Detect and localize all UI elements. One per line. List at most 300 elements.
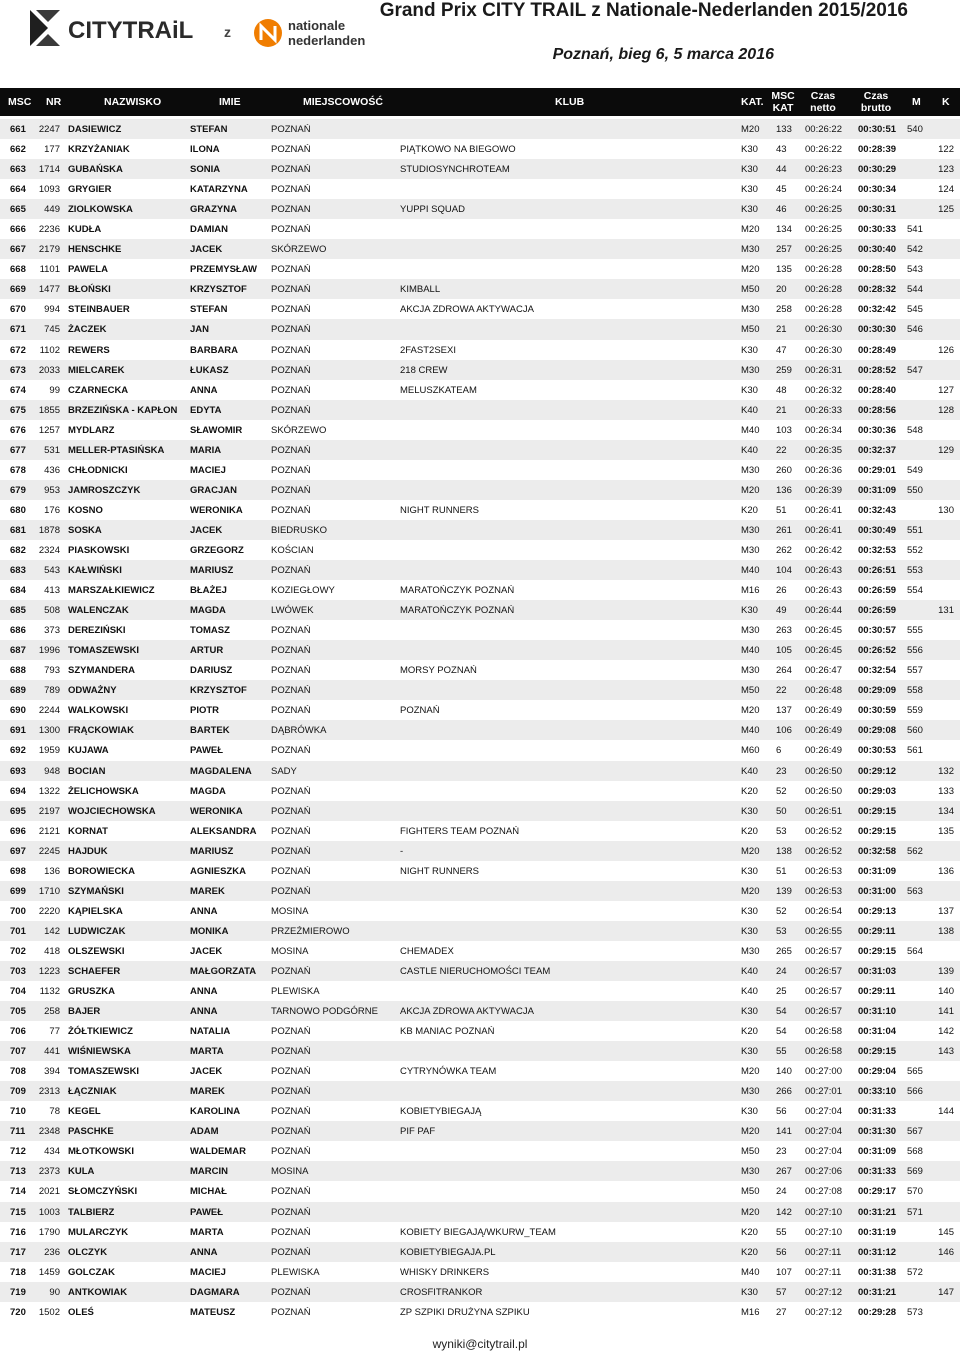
- cell-city: POZNAŃ: [271, 144, 311, 156]
- cell-bib-number: 1855: [38, 404, 60, 416]
- cell-bib-number: 394: [44, 1066, 60, 1078]
- cell-category-place: 265: [776, 945, 792, 957]
- cell-city: SKÓRZEWO: [271, 244, 327, 256]
- cell-club: CASTLE NIERUCHOMOŚCI TEAM: [400, 965, 551, 977]
- cell-category-place: 23: [776, 1146, 787, 1158]
- cell-first-name: KATARZYNA: [190, 184, 248, 196]
- cell-category-place: 55: [776, 1046, 787, 1058]
- table-row: [0, 861, 960, 881]
- col-header-netto-line1: Czas: [810, 90, 836, 102]
- cell-surname: SOSKA: [68, 524, 102, 536]
- cell-category: K20: [741, 785, 758, 797]
- cell-bib-number: 77: [49, 1026, 60, 1038]
- cell-net-time: 00:26:41: [805, 524, 842, 536]
- cell-place: 702: [10, 945, 26, 957]
- cell-net-time: 00:26:22: [805, 124, 842, 135]
- cell-female-place: 125: [938, 204, 954, 216]
- cell-category-place: 53: [776, 925, 787, 937]
- table-row: [0, 520, 960, 540]
- cell-first-name: AGNIESZKA: [190, 865, 246, 877]
- cell-club: CROSFITRANKOR: [400, 1286, 483, 1298]
- table-row: [0, 941, 960, 961]
- col-header-netto: [806, 90, 840, 114]
- cell-place: 714: [10, 1186, 26, 1198]
- cell-bib-number: 1459: [38, 1266, 60, 1278]
- cell-place: 662: [10, 144, 26, 156]
- footer-email: wyniki@citytrail.pl: [432, 1337, 528, 1351]
- cell-first-name: WERONIKA: [190, 805, 243, 817]
- cell-club: AKCJA ZDROWA AKTYWACJA: [400, 304, 534, 316]
- cell-category-place: 51: [776, 504, 787, 516]
- cell-first-name: ALEKSANDRA: [190, 825, 257, 837]
- cell-first-name: JAN: [190, 324, 210, 336]
- cell-city: POZNAŃ: [271, 224, 311, 236]
- cell-place: 701: [10, 925, 26, 937]
- table-row: [0, 1181, 960, 1201]
- cell-surname: GOLCZAK: [68, 1266, 115, 1278]
- cell-surname: ŻELICHOWSKA: [68, 785, 139, 797]
- table-row: [0, 279, 960, 299]
- cell-net-time: 00:27:10: [805, 1206, 842, 1218]
- cell-category: K20: [741, 1226, 758, 1238]
- cell-surname: KAŁWIŃSKI: [68, 565, 122, 577]
- cell-bib-number: 2324: [38, 544, 60, 556]
- table-row: [0, 239, 960, 259]
- cell-net-time: 00:26:24: [805, 184, 842, 196]
- cell-male-place: 572: [907, 1266, 923, 1278]
- cell-surname: MYDLARZ: [68, 424, 115, 436]
- cell-category-place: 138: [776, 845, 792, 857]
- cell-first-name: BARTEK: [190, 725, 230, 737]
- cell-male-place: 556: [907, 645, 923, 657]
- col-header-miejscowosc: MIEJSCOWOŚĆ: [303, 96, 383, 108]
- cell-category: K30: [741, 1286, 758, 1298]
- cell-place: 690: [10, 705, 26, 717]
- cell-city: POZNAŃ: [271, 324, 311, 336]
- cell-male-place: 552: [907, 544, 923, 556]
- cell-first-name: MARTA: [190, 1046, 224, 1058]
- cell-surname: SZYMANDERA: [68, 665, 136, 677]
- cell-net-time: 00:26:30: [805, 344, 842, 356]
- cell-place: 686: [10, 625, 26, 637]
- cell-category: M30: [741, 665, 760, 677]
- cell-bib-number: 1790: [38, 1226, 60, 1238]
- cell-gross-time: 00:30:33: [858, 224, 897, 236]
- cell-category: M20: [741, 705, 760, 717]
- cell-gross-time: 00:32:43: [858, 504, 897, 516]
- cell-place: 712: [10, 1146, 26, 1158]
- cell-surname: WALKOWSKI: [68, 705, 129, 717]
- table-row: [0, 720, 960, 740]
- cell-club: MORSY POZNAŃ: [400, 665, 477, 677]
- cell-category: M20: [741, 124, 760, 135]
- table-row: [0, 841, 960, 861]
- cell-bib-number: 236: [44, 1246, 60, 1258]
- cell-club: PIĄTKOWO NA BIEGOWO: [400, 144, 516, 156]
- cell-place: 679: [10, 484, 26, 496]
- cell-category-place: 104: [776, 565, 792, 577]
- cell-surname: OLEŚ: [68, 1306, 94, 1318]
- cell-male-place: 570: [907, 1186, 923, 1198]
- table-row: [0, 660, 960, 680]
- cell-city: POZNAŃ: [271, 364, 311, 376]
- cell-category: M20: [741, 484, 760, 496]
- cell-category-place: 264: [776, 665, 792, 677]
- cell-surname: TALBIERZ: [68, 1206, 115, 1218]
- cell-male-place: 547: [907, 364, 923, 376]
- cell-category-place: 135: [776, 264, 792, 276]
- cell-city: POZNAŃ: [271, 745, 311, 757]
- cell-first-name: SŁAWOMIR: [190, 424, 243, 436]
- cell-category: M30: [741, 304, 760, 316]
- cell-bib-number: 953: [44, 484, 60, 496]
- cell-first-name: ŁUKASZ: [190, 364, 229, 376]
- cell-net-time: 00:26:53: [805, 885, 842, 897]
- cell-place: 661: [10, 124, 26, 135]
- cell-surname: WOJCIECHOWSKA: [68, 805, 156, 817]
- cell-bib-number: 78: [49, 1106, 60, 1118]
- cell-place: 696: [10, 825, 26, 837]
- cell-first-name: ANNA: [190, 905, 218, 917]
- cell-category: K40: [741, 765, 758, 777]
- cell-category: M20: [741, 885, 760, 897]
- cell-gross-time: 00:29:11: [858, 986, 896, 998]
- cell-bib-number: 449: [44, 204, 60, 216]
- cell-bib-number: 2121: [38, 825, 60, 837]
- cell-surname: BŁOŃSKI: [68, 284, 111, 296]
- cell-club: CYTRYNÓWKA TEAM: [400, 1066, 497, 1078]
- cell-net-time: 00:26:25: [805, 244, 842, 256]
- table-row: [0, 761, 960, 781]
- cell-bib-number: 1101: [39, 264, 60, 276]
- cell-bib-number: 793: [44, 665, 60, 677]
- cell-place: 719: [10, 1286, 26, 1298]
- table-row: [0, 560, 960, 580]
- cell-category-place: 52: [776, 785, 787, 797]
- cell-gross-time: 00:26:59: [858, 605, 897, 617]
- cell-female-place: 142: [938, 1026, 954, 1038]
- cell-city: PRZEŹMIEROWO: [271, 925, 350, 937]
- table-row: [0, 1262, 960, 1282]
- cell-female-place: 147: [938, 1286, 954, 1298]
- cell-gross-time: 00:33:10: [858, 1086, 897, 1098]
- cell-city: POZNAŃ: [271, 164, 311, 176]
- cell-first-name: GRACJAN: [190, 484, 237, 496]
- cell-net-time: 00:26:28: [805, 284, 842, 296]
- cell-place: 685: [10, 605, 26, 617]
- cell-city: POZNAŃ: [271, 625, 311, 637]
- cell-place: 689: [10, 685, 26, 697]
- cell-category-place: 136: [776, 484, 792, 496]
- cell-category: M30: [741, 244, 760, 256]
- cell-category: M20: [741, 264, 760, 276]
- cell-category-place: 261: [776, 524, 792, 536]
- cell-gross-time: 00:28:40: [858, 384, 897, 396]
- cell-net-time: 00:26:42: [805, 544, 842, 556]
- cell-net-time: 00:26:44: [805, 605, 842, 617]
- cell-female-place: 146: [938, 1246, 954, 1258]
- cell-first-name: MAREK: [190, 885, 225, 897]
- cell-city: MOSINA: [271, 905, 309, 917]
- cell-city: POZNAŃ: [271, 965, 311, 977]
- cell-city: POZNAŃ: [271, 1206, 311, 1218]
- cell-category-place: 24: [776, 965, 787, 977]
- cell-surname: CZARNECKA: [68, 384, 129, 396]
- table-row: [0, 1101, 960, 1121]
- cell-city: PLEWISKA: [271, 1266, 320, 1278]
- cell-bib-number: 177: [44, 144, 60, 156]
- cell-city: MOSINA: [271, 1166, 309, 1178]
- cell-gross-time: 00:30:31: [858, 204, 897, 216]
- cell-category-place: 140: [776, 1066, 792, 1078]
- table-row: [0, 901, 960, 921]
- cell-place: 699: [10, 885, 26, 897]
- cell-bib-number: 1502: [38, 1306, 60, 1318]
- cell-gross-time: 00:30:57: [858, 625, 897, 637]
- cell-category-place: 22: [776, 444, 787, 456]
- cell-city: POZNAŃ: [271, 404, 311, 416]
- cell-net-time: 00:27:00: [805, 1066, 842, 1078]
- cell-net-time: 00:26:25: [805, 204, 842, 216]
- cell-gross-time: 00:31:00: [858, 885, 897, 897]
- cell-category: M40: [741, 645, 760, 657]
- cell-category-place: 27: [776, 1306, 787, 1318]
- cell-first-name: MAGDA: [190, 785, 226, 797]
- cell-category: K30: [741, 1006, 758, 1018]
- cell-surname: PAWELA: [68, 264, 108, 276]
- col-header-m: M: [912, 96, 921, 108]
- table-row: [0, 119, 960, 139]
- cell-bib-number: 2021: [38, 1186, 60, 1198]
- cell-male-place: 551: [907, 524, 923, 536]
- cell-bib-number: 531: [44, 444, 60, 456]
- cell-male-place: 555: [907, 625, 923, 637]
- cell-city: POZNAŃ: [271, 1306, 311, 1318]
- cell-net-time: 00:26:39: [805, 484, 842, 496]
- cell-category: K40: [741, 986, 758, 998]
- table-row: [0, 440, 960, 460]
- cell-place: 676: [10, 424, 26, 436]
- cell-surname: STEINBAUER: [68, 304, 130, 316]
- cell-gross-time: 00:28:52: [858, 364, 897, 376]
- cell-first-name: KRZYSZTOF: [190, 685, 247, 697]
- cell-city: POZNAŃ: [271, 504, 311, 516]
- cell-first-name: MARTA: [190, 1226, 224, 1238]
- cell-gross-time: 00:30:53: [858, 745, 897, 757]
- cell-gross-time: 00:31:38: [858, 1266, 897, 1278]
- cell-surname: OLCZYK: [68, 1246, 108, 1258]
- cell-male-place: 560: [907, 725, 923, 737]
- cell-city: POZNAŃ: [271, 645, 311, 657]
- cell-surname: BAJER: [68, 1006, 101, 1018]
- cell-category: M50: [741, 1146, 760, 1158]
- cell-city: POZNAŃ: [271, 805, 311, 817]
- cell-city: POZNAŃ: [271, 304, 311, 316]
- table-row: [0, 199, 960, 219]
- cell-place: 667: [10, 244, 26, 256]
- cell-female-place: 127: [938, 384, 954, 396]
- cell-net-time: 00:27:12: [805, 1286, 842, 1298]
- cell-bib-number: 1132: [39, 986, 60, 998]
- cell-category: K20: [741, 504, 758, 516]
- table-row: [0, 340, 960, 360]
- cell-gross-time: 00:28:50: [858, 264, 897, 276]
- cell-gross-time: 00:29:09: [858, 685, 897, 697]
- cell-male-place: 548: [907, 424, 923, 436]
- cell-male-place: 569: [907, 1166, 923, 1178]
- table-row: [0, 1081, 960, 1101]
- cell-city: LWÓWEK: [271, 605, 314, 617]
- cell-surname: GUBAŃSKA: [68, 164, 123, 176]
- cell-city: POZNAŃ: [271, 184, 311, 196]
- logo-connector: z: [224, 24, 231, 40]
- table-row: [0, 1242, 960, 1262]
- cell-first-name: PRZEMYSŁAW: [190, 264, 258, 276]
- cell-net-time: 00:26:54: [805, 905, 842, 917]
- cell-bib-number: 1257: [38, 424, 60, 436]
- cell-city: POZNAŃ: [271, 665, 311, 677]
- cell-city: POZNAŃ: [271, 384, 311, 396]
- cell-club: CHEMADEX: [400, 945, 454, 957]
- cell-city: POZNAŃ: [271, 344, 311, 356]
- cell-female-place: 145: [938, 1226, 954, 1238]
- cell-female-place: 126: [938, 344, 954, 356]
- table-row: [0, 400, 960, 420]
- cell-city: POZNAŃ: [271, 865, 311, 877]
- table-row: [0, 1021, 960, 1041]
- cell-category-place: 48: [776, 384, 787, 396]
- cell-club: KIMBALL: [400, 284, 441, 296]
- cell-bib-number: 2033: [38, 364, 60, 376]
- cell-first-name: ADAM: [190, 1126, 219, 1138]
- cell-net-time: 00:27:04: [805, 1146, 842, 1158]
- cell-surname: HENSCHKE: [68, 244, 122, 256]
- cell-surname: KUJAWA: [68, 745, 109, 757]
- cell-female-place: 132: [938, 765, 954, 777]
- cell-bib-number: 2179: [38, 244, 60, 256]
- cell-bib-number: 789: [44, 685, 60, 697]
- cell-first-name: DARIUSZ: [190, 665, 233, 677]
- cell-first-name: ANNA: [190, 1006, 218, 1018]
- cell-surname: PIASKOWSKI: [68, 544, 130, 556]
- cell-net-time: 00:26:52: [805, 825, 842, 837]
- cell-first-name: MARIUSZ: [190, 565, 234, 577]
- cell-net-time: 00:26:28: [805, 264, 842, 276]
- table-row: [0, 319, 960, 339]
- cell-surname: HAJDUK: [68, 845, 108, 857]
- cell-category-place: 142: [776, 1206, 792, 1218]
- cell-net-time: 00:26:43: [805, 565, 842, 577]
- cell-category-place: 259: [776, 364, 792, 376]
- cell-category: M20: [741, 1126, 760, 1138]
- cell-net-time: 00:26:32: [805, 384, 842, 396]
- cell-place: 700: [10, 905, 26, 917]
- cell-category: M40: [741, 1266, 760, 1278]
- cell-male-place: 550: [907, 484, 923, 496]
- cell-bib-number: 1223: [38, 965, 60, 977]
- cell-category-place: 44: [776, 164, 787, 176]
- cell-male-place: 549: [907, 464, 923, 476]
- cell-gross-time: 00:29:13: [858, 905, 897, 917]
- cell-net-time: 00:26:50: [805, 765, 842, 777]
- cell-female-place: 138: [938, 925, 954, 937]
- cell-net-time: 00:26:34: [805, 424, 842, 436]
- cell-net-time: 00:26:33: [805, 404, 842, 416]
- cell-gross-time: 00:31:33: [858, 1166, 897, 1178]
- cell-category: K30: [741, 384, 758, 396]
- cell-surname: GRYGIER: [68, 184, 112, 196]
- col-header-netto-line2: netto: [810, 102, 836, 115]
- cell-place: 698: [10, 865, 26, 877]
- cell-place: 692: [10, 745, 26, 757]
- cell-bib-number: 2244: [38, 705, 60, 717]
- table-row: [0, 1222, 960, 1242]
- cell-gross-time: 00:32:54: [858, 665, 897, 677]
- cell-bib-number: 2220: [38, 905, 60, 917]
- cell-club: AKCJA ZDROWA AKTYWACJA: [400, 1006, 534, 1018]
- cell-category: M50: [741, 324, 760, 336]
- cell-category-place: 55: [776, 1226, 787, 1238]
- cell-net-time: 00:27:04: [805, 1106, 842, 1118]
- table-row: [0, 1161, 960, 1181]
- cell-category-place: 106: [776, 725, 792, 737]
- cell-net-time: 00:26:36: [805, 464, 842, 476]
- cell-city: PLEWISKA: [271, 986, 320, 998]
- cell-net-time: 00:27:11: [805, 1266, 842, 1278]
- cell-net-time: 00:26:49: [805, 705, 842, 717]
- cell-place: 703: [10, 965, 26, 977]
- table-row: [0, 580, 960, 600]
- cell-first-name: MAGDALENA: [190, 765, 252, 777]
- cell-city: MOSINA: [271, 945, 309, 957]
- cell-category-place: 45: [776, 184, 787, 196]
- cell-male-place: 557: [907, 665, 923, 677]
- cell-category: M40: [741, 725, 760, 737]
- cell-net-time: 00:27:12: [805, 1306, 842, 1318]
- cell-category-place: 54: [776, 1006, 787, 1018]
- cell-category-place: 133: [776, 124, 792, 135]
- cell-gross-time: 00:32:58: [858, 845, 897, 857]
- cell-city: POZNAŃ: [271, 885, 311, 897]
- cell-category: M16: [741, 1306, 760, 1318]
- cell-net-time: 00:26:48: [805, 685, 842, 697]
- table-row: [0, 299, 960, 319]
- cell-city: POZNAN: [271, 204, 311, 216]
- table-row: [0, 360, 960, 380]
- cell-gross-time: 00:26:51: [858, 565, 897, 577]
- cell-net-time: 00:27:06: [805, 1166, 842, 1178]
- cell-female-place: 133: [938, 785, 954, 797]
- cell-surname: BOCIAN: [68, 765, 106, 777]
- cell-surname: ODWAŻNY: [68, 685, 117, 697]
- cell-surname: MARSZAŁKIEWICZ: [68, 585, 155, 597]
- cell-gross-time: 00:29:01: [858, 464, 897, 476]
- cell-surname: GRUSZKA: [68, 986, 115, 998]
- cell-first-name: PAWEŁ: [190, 745, 224, 757]
- cell-category-place: 47: [776, 344, 787, 356]
- table-row: [0, 460, 960, 480]
- table-row: [0, 1202, 960, 1222]
- cell-male-place: 554: [907, 585, 923, 597]
- cell-net-time: 00:26:49: [805, 745, 842, 757]
- cell-bib-number: 176: [44, 504, 60, 516]
- cell-surname: KUDŁA: [68, 224, 102, 236]
- table-row: [0, 781, 960, 801]
- cell-category-place: 54: [776, 1026, 787, 1038]
- cell-city: POZNAŃ: [271, 1106, 311, 1118]
- cell-bib-number: 2247: [38, 124, 60, 135]
- table-row: [0, 500, 960, 520]
